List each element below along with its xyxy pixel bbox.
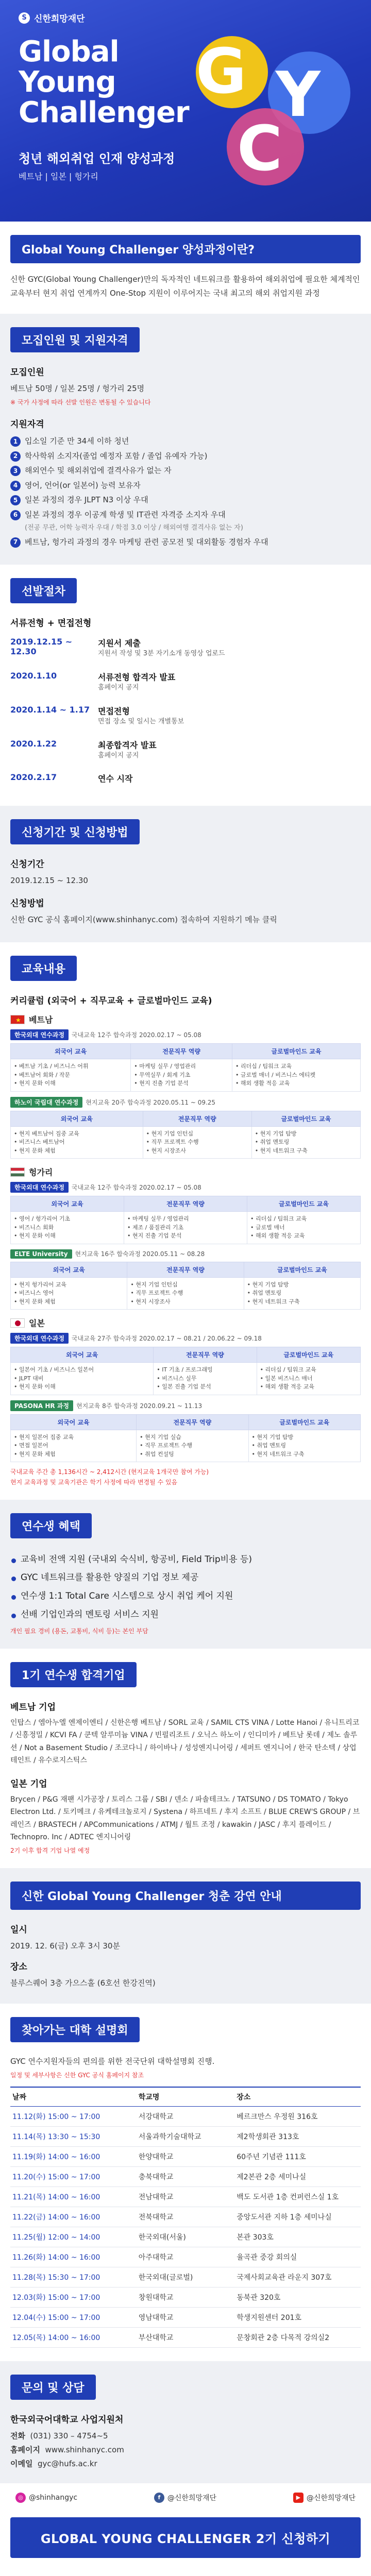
table-row: 11.19(화) 14:00 ~ 16:00 한양대학교 60주년 기념관 111호: [10, 2146, 361, 2166]
list-item: GYC 네트워크를 활용한 양질의 기업 정보 제공: [10, 1569, 361, 1587]
recruit-count-text: 베트남 50명 / 일본 25명 / 헝가리 25명: [10, 384, 145, 393]
apply-period-title: 신청기간: [10, 859, 44, 870]
japan-flag-icon: [10, 1318, 25, 1328]
selection-heading: 선발절차: [10, 578, 77, 603]
apply-section: [0, 806, 371, 942]
hero-countries: 베트남 | 일본 | 헝가리: [19, 172, 98, 181]
social-links: [0, 2483, 371, 2512]
contact-phone: 전화 (031) 330 – 4754~5: [10, 2431, 108, 2441]
table-row: 11.25(월) 12:00 ~ 14:00 한국외대(서울) 본관 303호: [10, 2227, 361, 2247]
recruit-count-title: 모집인원: [10, 367, 44, 378]
vietnam-flag-icon: ★: [10, 1015, 25, 1024]
youtube-icon: ▶: [293, 2493, 303, 2503]
companies-vn-title: 베트남 기업: [10, 1702, 56, 1713]
table-row: 12.05(목) 14:00 ~ 16:00 부산대학교 문창회관 2층 다목적 강의실2: [10, 2327, 361, 2347]
list-item: 6 일본 과정의 경우 이공계 학생 및 IT관련 자격증 소지자 우대: [10, 507, 361, 522]
curriculum-subheading: 커리큘럼 (외국어 + 직무교육 + 글로벌마인드 교육): [10, 996, 212, 1007]
apply-period-text: 2019.12.15 ~ 12.30: [10, 876, 88, 886]
hero-title-line: Global: [19, 35, 119, 69]
hero-title-line: Challenger: [19, 95, 189, 129]
list-item: 3 해외연수 및 해외취업에 결격사유가 없는 자: [10, 463, 361, 478]
selection-timeline: [10, 637, 361, 784]
hero-title: [19, 37, 189, 128]
companies-jp-list: Brycen / P&G 재팬 시가공장 / 토리스 그룹 / SBI / 덴소 / 파솔테크노 / TATSUNO / DS TOMATO / Tokyo Electron Ltd. / 토키메크 / 유케테크놀로지 / Systena / 하프네트 / 후지 소프트 / BLUE CREW'S GROUP / 브레인즈 / BRASTECH / APCommunications / ATMJ / 월트 조정 / kawakin / JASC / 후지 플레이드 / Technopro. Inc / ADTEC 엔지니어링: [10, 1795, 360, 1841]
list-item: 1 입소일 기준 만 34세 이하 청년: [10, 434, 361, 449]
qual-list: [10, 434, 361, 549]
curriculum-heading: 교육내용: [10, 956, 77, 981]
table-row: 11.21(목) 14:00 ~ 16:00 전남대학교 백도 도서관 1층 컨퍼런스실 1호: [10, 2187, 361, 2207]
curriculum-table: 외국어 교육 전문직무 역량 글로벌마인드 교육 • 베트남 기초 / 비즈니스 어휘 • 베트남어 회화 / 작문 • 현지 문화 이해 • 마케팅 실무 / 영업관리 • 무역실무 / 회계 기초 • 현지 진출 기업 분석 • 리더십 / 팀워크 교육 • 글로벌 매너 / 비즈니스 에티켓 • 해외 생활 적응 교육: [10, 1043, 361, 1092]
curriculum-table: 외국어 교육 전문직무 역량 글로벌마인드 교육 • 현지 일본어 집중 교육 • 면접 일본어 • 현지 문화 체험 • 현지 기업 실습 • 직무 프로젝트 수행 • 취업 컨설팅 • 현지 기업 탐방 • 취업 멘토링 • 현지 네트워크 구축: [10, 1414, 361, 1463]
briefing-note: 일정 및 세부사항은 신한 GYC 공식 홈페이지 참조: [10, 2071, 144, 2079]
table-row: 12.03(화) 15:00 ~ 17:00 창원대학교 동북관 320호: [10, 2287, 361, 2307]
briefing-section: [0, 2004, 371, 2361]
curriculum-footnote: 국내교육 주간 총 1,136시간 ~ 2,412시간 (현지교육 1개국만 참여 가능) 현지 교육과정 및 교육기관은 학기 사정에 따라 변경될 수 있음: [10, 1468, 209, 1486]
contact-org: 한국외국어대학교 사업지원처: [10, 2414, 124, 2425]
list-item: 2 학사학위 소지자(졸업 예정자 포함 / 졸업 유예자 가능): [10, 449, 361, 464]
curriculum-table: 외국어 교육 전문직무 역량 글로벌마인드 교육 • 일본어 기초 / 비즈니스 일본어 • JLPT 대비 • 현지 문화 이해 • IT 기초 / 프로그래밍 • 비즈니스 실무 • 일본 진출 기업 분석 • 리더십 / 팀워크 교육 • 일본 비즈니스 매너 • 해외 생활 적응 교육: [10, 1347, 361, 1395]
track-label: ELTE University 현지교육 16주 합숙과정 2020.05.11 ~ 08.28: [10, 1249, 361, 1259]
gyc-letter: Y: [276, 59, 321, 131]
lecture-place-text: 블루스퀘어 3층 가으스홀 (6호선 한강진역): [10, 1978, 156, 1988]
track-label: 한국외대 연수과정 국내교육 12주 합숙과정 2020.02.17 ~ 05.08: [10, 1029, 361, 1040]
lecture-date-text: 2019. 12. 6(금) 오후 3시 30분: [10, 1941, 120, 1951]
recruit-count-note: ※ 국가 사정에 따라 선발 인원은 변동될 수 있습니다: [10, 399, 151, 406]
contact-home: 홈페이지 www.shinhanyc.com: [10, 2445, 124, 2454]
contact-section: [0, 2361, 371, 2483]
table-row: 11.26(화) 14:00 ~ 16:00 아주대학교 율곡관 중강 회의실: [10, 2247, 361, 2267]
selection-subheading: 서류전형 + 면접전형: [10, 618, 92, 629]
list-item: 교육비 전액 지원 (국내외 숙식비, 항공비, Field Trip비용 등): [10, 1551, 361, 1569]
lecture-date-title: 일시: [10, 1924, 27, 1935]
list-item: 4 영어, 언어(or 일본어) 능력 보유자: [10, 478, 361, 493]
list-item: 연수생 1:1 Total Care 시스템으로 상시 취업 케어 지원: [10, 1587, 361, 1606]
table-row: 12.04(수) 15:00 ~ 17:00 영남대학교 학생지원센터 201호: [10, 2307, 361, 2327]
brand-logo-icon: S: [19, 12, 30, 24]
list-item: (전공 무관, 어학 능력자 우대 / 학점 3.0 이상 / 해외여행 결격사유 없는 자): [25, 524, 243, 532]
companies-section: [0, 1649, 371, 1868]
list-item: 7 베트남, 헝가리 과정의 경우 마케팅 관련 공모전 및 대외활동 경험자 우대: [10, 535, 361, 550]
companies-jp-title: 일본 기업: [10, 1778, 47, 1789]
lecture-heading: 신한 Global Young Challenger 청춘 강연 안내: [10, 1882, 361, 1910]
benefits-list: [10, 1551, 361, 1624]
recruit-heading: 모집인원 및 지원자격: [10, 327, 140, 352]
hero-banner: [0, 0, 371, 222]
benefits-heading: 연수생 혜택: [10, 1513, 92, 1538]
table-row: 11.12(화) 15:00 ~ 17:00 서강대학교 베르크만스 우정원 316호: [10, 2106, 361, 2126]
recruit-section: [0, 314, 371, 565]
list-item: 5 일본 과정의 경우 JLPT N3 이상 우대: [10, 493, 361, 507]
hero-subtitle: 청년 해외취업 인재 양성과정: [19, 151, 175, 166]
curriculum-table: 외국어 교육 전문직무 역량 글로벌마인드 교육 • 영어 / 헝가리어 기초 • 비즈니스 회화 • 현지 문화 이해 • 마케팅 실무 / 영업관리 • 제조 / 품질관리 기초 • 현지 진출 기업 분석 • 리더십 / 팀워크 교육 • 글로벌 매너 • 해외 생활 적응 교육: [10, 1196, 361, 1244]
instagram-icon: ◎: [15, 2493, 26, 2503]
timeline-step: 2020.2.17 연수 시작: [10, 772, 133, 784]
brand-logo[interactable]: [19, 11, 85, 24]
companies-heading: 1기 연수생 합격기업: [10, 1662, 137, 1687]
track-label: 한국외대 연수과정 국내교육 27주 합숙과정 2020.02.17 ~ 08.21 / 20.06.22 ~ 09.18: [10, 1333, 361, 1344]
timeline-step: 2019.12.15 ~ 12.30 지원서 제출 지원서 작성 및 3분 자기소개 동영상 업로드: [10, 637, 225, 658]
hungary-flag-icon: [10, 1167, 25, 1177]
gyc-letter: G: [196, 36, 247, 108]
table-row: 11.22(금) 14:00 ~ 16:00 전북대학교 중앙도서관 지하 1층 세미나실: [10, 2207, 361, 2227]
intro-heading: Global Young Challenger 양성과정이란?: [10, 235, 361, 263]
timeline-step: 2020.1.10 서류전형 합격자 발표 홈페이지 공지: [10, 670, 176, 691]
apply-method-text: 신한 GYC 공식 홈페이지(www.shinhanyc.com) 접속하여 지원하기 메뉴 클릭: [10, 915, 277, 925]
contact-email: 이메일 gyc@hufs.ac.kr: [10, 2459, 97, 2468]
curriculum-table: 외국어 교육 전문직무 역량 글로벌마인드 교육 • 현지 베트남어 집중 교육 • 비즈니스 베트남어 • 현지 문화 체험 • 현지 기업 인턴십 • 직무 프로젝트 수행 • 현지 시장조사 • 현지 기업 탐방 • 취업 멘토링 • 현지 네트워크 구축: [10, 1111, 361, 1159]
selection-section: [0, 565, 371, 806]
facebook-icon: f: [154, 2493, 164, 2503]
intro-section: [0, 222, 371, 314]
contact-heading: 문의 및 상담: [10, 2375, 96, 2400]
gyc-letter: C: [237, 113, 283, 185]
country-japan: 일본: [10, 1317, 361, 1329]
brand-logo-text: 신한희망재단: [34, 14, 85, 24]
facebook-link[interactable]: f @신한희망재단: [154, 2493, 216, 2503]
companies-vn-list: 인탑스 / 엠아누엘 엔제이엔티 / 신한은행 베트남 / SORL 교육 / SAMIL CTS VINA / Lotte Hanoi / 유니트리코 / 신흥정밀 / KCVI FA / 쿤텍 알루미늄 VINA / 빈펄리조트 / 오닉스 하노이 / 인디미카 / 베트남 롯데 / 제노 솔루션 / Not a Basement Studio / 조코다니 / 하이바나 / 성성엔지니어링 / 세퍼트 엔지니어 / 한국 탄소텍 / 상업테인트 / 유수로지스틱스: [10, 1718, 360, 1765]
curriculum-section: [0, 942, 371, 1499]
apply-method-title: 신청방법: [10, 899, 44, 909]
table-row: 11.14(목) 13:30 ~ 15:30 서울과학기술대학교 제2학생회관 313호: [10, 2126, 361, 2146]
table-row: 11.20(수) 15:00 ~ 17:00 충북대학교 제2본관 2층 세미나실: [10, 2166, 361, 2187]
benefits-note: 개인 필요 경비 (용돈, 교통비, 식비 등)는 본인 부담: [10, 1627, 148, 1635]
gyc-graphic: [185, 31, 356, 185]
youtube-link[interactable]: ▶ @신한희망재단: [293, 2493, 356, 2503]
companies-jp-note: 2기 이후 합격 기업 나열 예정: [10, 1846, 90, 1854]
list-item: 선배 기업인과의 멘토링 서비스 지원: [10, 1606, 361, 1624]
track-label: 하노이 국립대 연수과정 현지교육 20주 합숙과정 2020.05.11 ~ 09.25: [10, 1097, 361, 1108]
table-row: 11.28(목) 15:30 ~ 17:00 한국외대(글로벌) 국제사회교육관 라운지 307호: [10, 2267, 361, 2287]
briefing-heading: 찾아가는 대학 설명회: [10, 2017, 140, 2042]
briefing-table: 날짜 학교명 장소 11.12(화) 15:00 ~ 17:00 서강대학교 베르크만스 우정원 316호 11.14(목) 13:30 ~ 15:30 서울과학기술대학교 제2학생회관 313호 11.19(화) 14:00 ~ 16:00 한양대학교 60주년 기념관 111호 11.20(수) 15:00 ~ 17:00 충북대학교 제2본관 2층 세미나실 11.21(목) 14:00 ~ 16:00 전남대학교 백도 도서관 1층 컨퍼런스실 1호 11.22(금) 14:00 ~ 16:00 전북대학교 중앙도서관 지하 1층 세미나실 11.25(월) 12:00 ~ 14:00 한국외대(서울) 본관 303호 11.26(화) 14:00 ~ 16:00 아주대학교 율곡관 중강 회의실 11.28(목) 15:30 ~ 17:00 한국외대(글로벌) 국제사회교육관 라운지 307호 12.03(화) 15:00 ~ 17:00 창원대학교 동북관 320호 12.04(수) 15:00 ~ 17:00 영남대학교 학생지원센터 201호 12.05(목) 14:00 ~ 16:00 부산대학교 문창회관 2층 다목적 강의실2: [10, 2087, 361, 2348]
lecture-section: [0, 1868, 371, 2004]
benefits-section: [0, 1500, 371, 1649]
track-label: 한국외대 연수과정 국내교육 12주 합숙과정 2020.02.17 ~ 05.08: [10, 1182, 361, 1193]
country-vietnam: ★ 베트남: [10, 1013, 361, 1025]
instagram-link[interactable]: ◎ @shinhangyc: [15, 2493, 77, 2503]
hero-title-line: Young: [19, 65, 116, 99]
country-hungary: 헝가리: [10, 1166, 361, 1178]
lecture-place-title: 장소: [10, 1961, 27, 1972]
briefing-intro: GYC 연수지원자들의 편의를 위한 전국단위 대학설명회 진행.: [10, 2056, 215, 2066]
apply-cta-button[interactable]: GLOBAL YOUNG CHALLENGER 2기 신청하기: [10, 2517, 361, 2558]
timeline-step: 2020.1.22 최종합격자 발표 홈페이지 공지: [10, 738, 157, 759]
apply-heading: 신청기간 및 신청방법: [10, 819, 140, 844]
track-label: PASONA HR 과정 현지교육 8주 합숙과정 2020.09.21 ~ 11.13: [10, 1400, 361, 1411]
curriculum-table: 외국어 교육 전문직무 역량 글로벌마인드 교육 • 현지 헝가리어 교육 • 비즈니스 영어 • 현지 문화 체험 • 현지 기업 인턴십 • 직무 프로젝트 수행 • 현지 시장조사 • 현지 기업 탐방 • 취업 멘토링 • 현지 네트워크 구축: [10, 1262, 361, 1310]
intro-body: 신한 GYC(Global Young Challenger)만의 독자적인 네트워크를 활용하여 해외취업에 필요한 체계적인 교육부터 현지 취업 연계까지 One-Stop 지원이 이루어지는 국내 최고의 해외 취업지원 과정: [10, 275, 360, 298]
timeline-step: 2020.1.14 ~ 1.17 면접전형 면접 장소 및 일시는 개별통보: [10, 704, 184, 725]
recruit-qual-title: 지원자격: [10, 419, 44, 430]
